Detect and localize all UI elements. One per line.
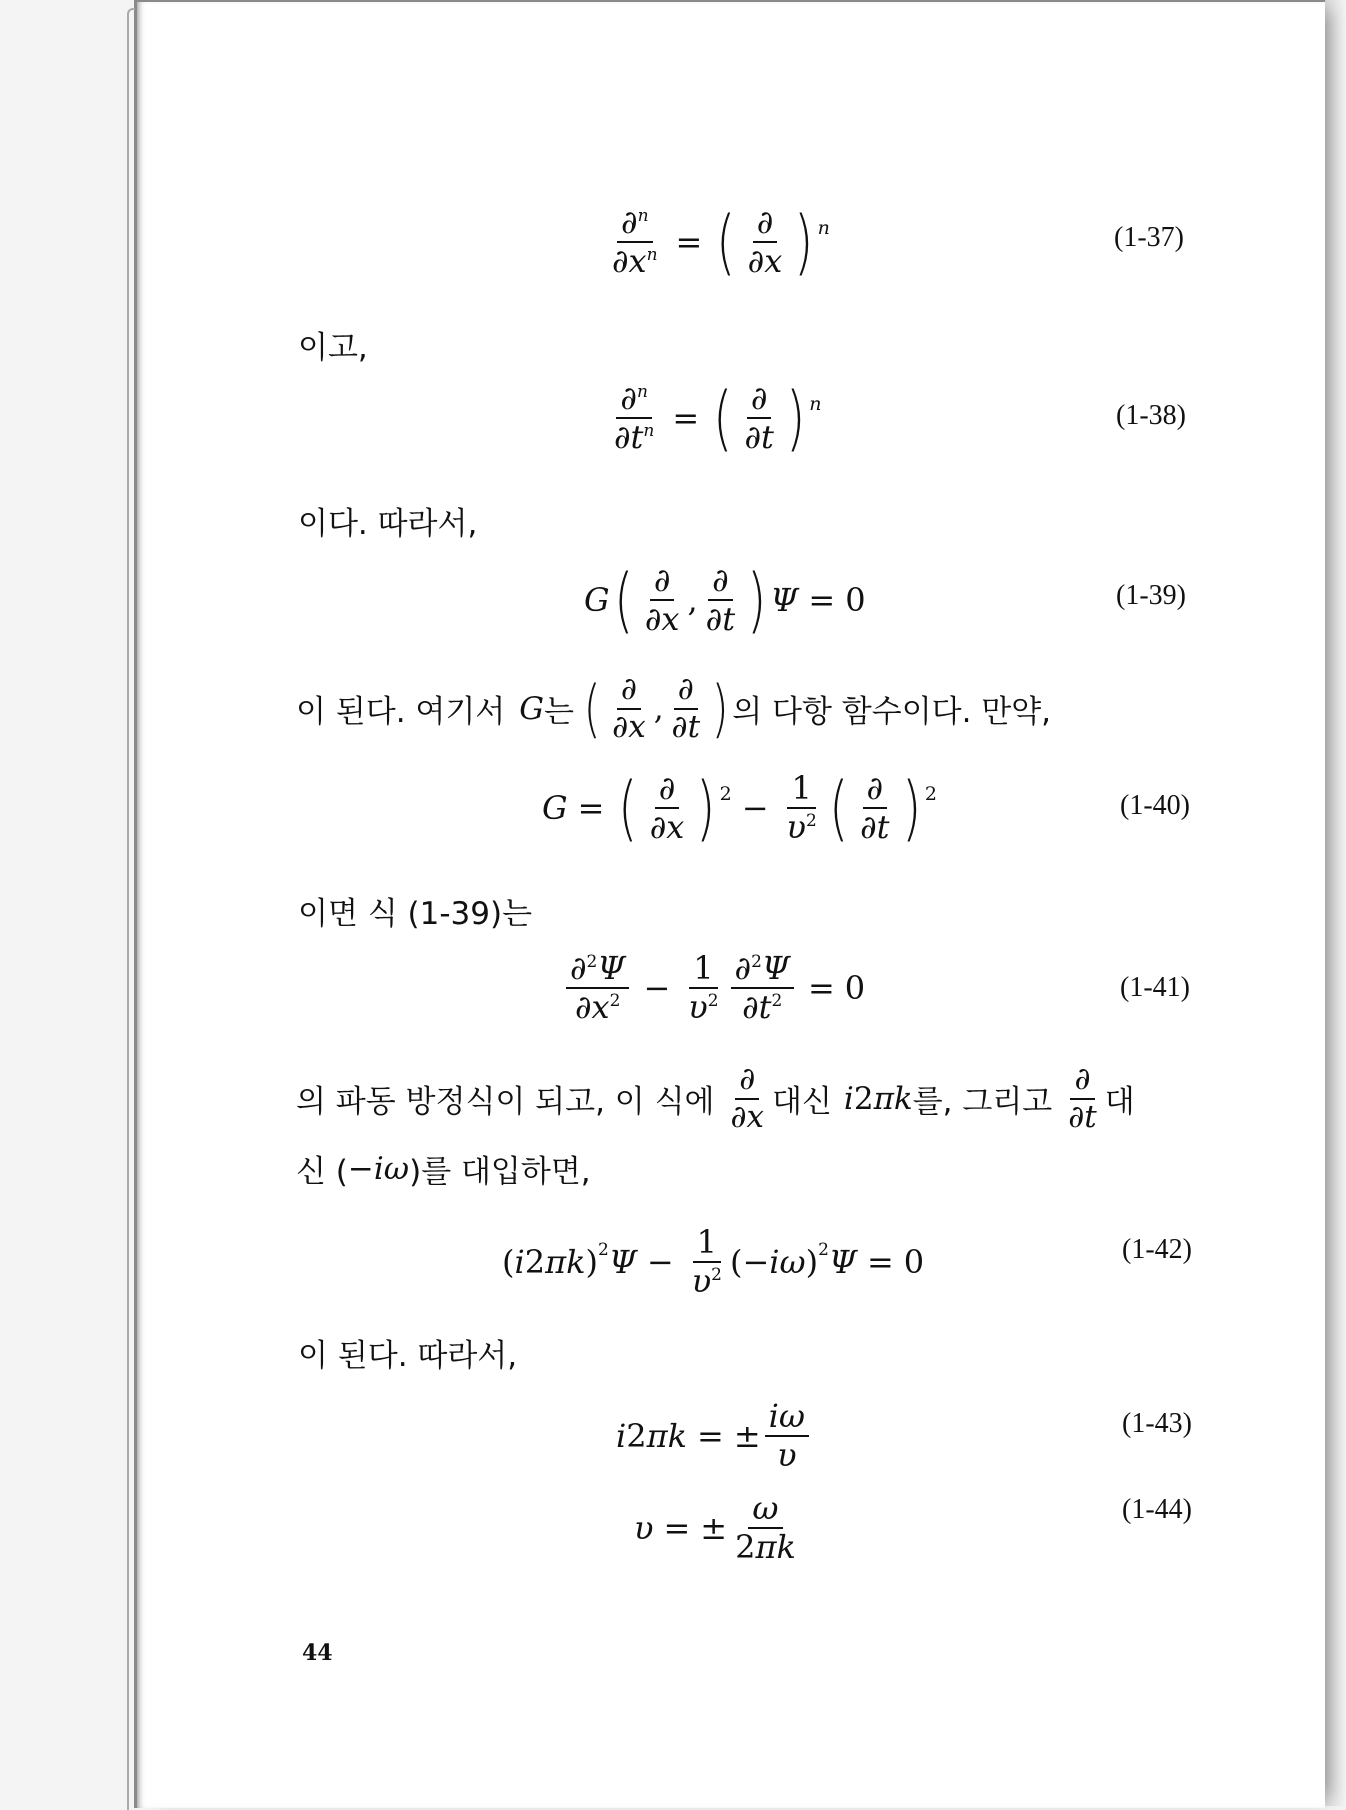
text-line: 이면 식 (1-39)는 — [298, 896, 533, 932]
text-fragment: 이 된다. 여기서 — [296, 694, 506, 731]
text-fragment: 의 다항 함수이다. 만약, — [732, 694, 1052, 731]
page-number: 44 — [302, 1640, 333, 1666]
text-line: 이다. 따라서, — [298, 506, 478, 542]
text-fragment: 신 ( — [296, 1154, 348, 1190]
text-line: 이 된다. 따라서, — [298, 1338, 518, 1374]
text-fragment: 를, 그리고 — [912, 1084, 1053, 1121]
text-line: 이 된다. 여기서 G 는 ( $\frac{\partial}{\partial x}$ , $\frac{\partial}{\partial t}$ ) 의 다항 함수이다. 만약, — [296, 671, 1052, 745]
equation-1-37: $\frac{\partial^n}{\partial x^n}$ = ( $\frac{\partial}{\partial x}$ ) n — [612, 200, 830, 283]
equation-1-42: ( i 2 πk ) 2 Ψ − $\frac{1}{\upsilon^2}$ (− iω ) 2 Ψ = 0 — [502, 1223, 925, 1300]
equation-number: (1-43) — [1122, 1408, 1192, 1439]
equation-1-40: G = ( $\frac{\partial}{\partial x}$ ) 2 − $\frac{1}{\upsilon^2}$ ( $\frac{\partial}{\partial t}$ ) 2 — [542, 766, 937, 849]
equation-number: (1-37) — [1114, 222, 1184, 253]
equation-1-44: υ = ± $\frac{\omega}{2\pi k}$ — [634, 1489, 796, 1566]
text-fragment: 는 — [544, 694, 574, 731]
equation-1-39: G ( $\frac{\partial}{\partial x}$ , $\frac{\partial}{\partial t}$ ) Ψ = 0 — [584, 558, 866, 641]
equation-1-41: $\frac{\partial^2\Psi}{\partial x^2}$ − $\frac{1}{\upsilon^2}$ $\frac{\partial^2\Psi}{\partial t^2}$ = 0 — [562, 950, 865, 1026]
text-line: 의 파동 방정식이 되고, 이 식에 $\frac{\partial}{\partial x}$ 대신 i 2 πk 를, 그리고 $\frac{\partial}{\partial t}$ 대 — [296, 1061, 1135, 1135]
text-line: 신 ( −iω )를 대입하면, — [296, 1146, 591, 1191]
equation-1-38: $\frac{\partial^n}{\partial t^n}$ = ( $\frac{\partial}{\partial t}$ ) n — [614, 376, 822, 459]
equation-number: (1-38) — [1116, 400, 1186, 431]
text-fragment: 대 — [1104, 1084, 1135, 1121]
equation-number: (1-44) — [1122, 1494, 1192, 1525]
text-fragment: )를 대입하면, — [409, 1154, 591, 1190]
equation-number: (1-40) — [1120, 790, 1190, 821]
text-line: 이고, — [298, 330, 368, 366]
page-edge-shadow — [1322, 0, 1346, 1806]
equation-1-43: i 2 πk = ± $\frac{i\omega}{\upsilon}$ — [616, 1398, 813, 1474]
equation-number: (1-39) — [1116, 580, 1186, 611]
equation-number: (1-41) — [1120, 972, 1190, 1003]
text-fragment: 의 파동 방정식이 되고, 이 식에 — [296, 1084, 715, 1121]
equation-number: (1-42) — [1122, 1234, 1192, 1265]
text-fragment: 대신 — [772, 1084, 832, 1121]
